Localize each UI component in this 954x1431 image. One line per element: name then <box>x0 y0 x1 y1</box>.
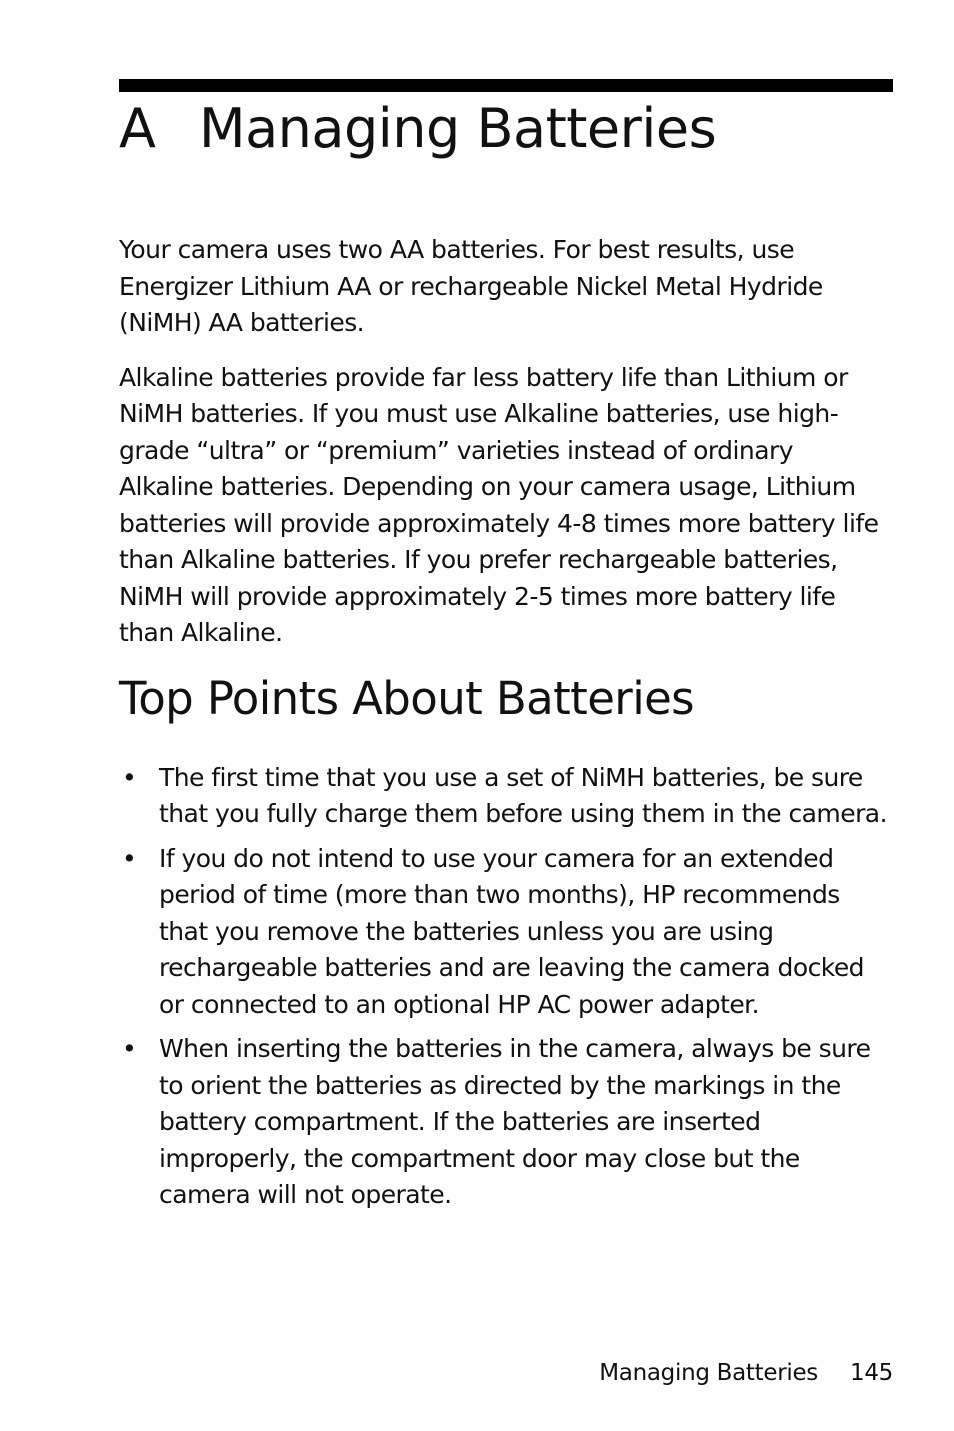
page-content <box>119 232 894 1222</box>
page-footer <box>599 1355 893 1391</box>
bullet-list <box>119 760 894 1214</box>
bullet-text: The first time that you use a set of NiMH batteries, be sure that you fully charge them before using them in the camera. <box>159 762 887 828</box>
bullet-text: If you do not intend to use your camera for an extended period of time (more than two months), HP recommends that you remove the batteries unless you are using rechargeable batteries and are leaving the camera docked or connected to an optional HP AC power adapter. <box>159 843 864 1019</box>
bullet-icon: • <box>122 843 137 873</box>
running-title: Managing Batteries <box>599 1360 818 1386</box>
chapter-title <box>119 94 716 164</box>
bullet-item <box>119 760 894 833</box>
bullet-text: When inserting the batteries in the camera, always be sure to orient the batteries as directed by the markings in the battery compartment. If the batteries are inserted improperly, the compartment door may close but the camera will not operate. <box>159 1034 871 1209</box>
intro-paragraph-2: Alkaline batteries provide far less battery life than Lithium or NiMH batteries. If you must use Alkaline batteries, use high-grade “ultra” or “premium” varieties instead of ordinary Alkaline batteries. Depending on your camera usage, Lithium batteries will provide approximately 4-8 times more battery life than Alkaline batteries. If you prefer rechargeable batteries, NiMH will provide approximately 2-5 times more battery life than Alkaline. <box>119 362 879 647</box>
intro-paragraph-1: Your camera uses two AA batteries. For best results, use Energizer Lithium AA or rechargeable Nickel Metal Hydride (NiMH) AA batteries. <box>119 235 823 337</box>
section-title: Top Points About Batteries <box>119 671 695 725</box>
bullet-icon: • <box>122 762 137 792</box>
page-number: 145 <box>850 1360 893 1386</box>
chapter-top-rule <box>119 79 893 92</box>
bullet-item <box>119 1031 894 1214</box>
bullet-item <box>119 841 894 1024</box>
bullet-icon: • <box>122 1034 137 1063</box>
chapter-title-text: Managing Batteries <box>199 97 717 160</box>
chapter-letter: A <box>119 97 156 160</box>
